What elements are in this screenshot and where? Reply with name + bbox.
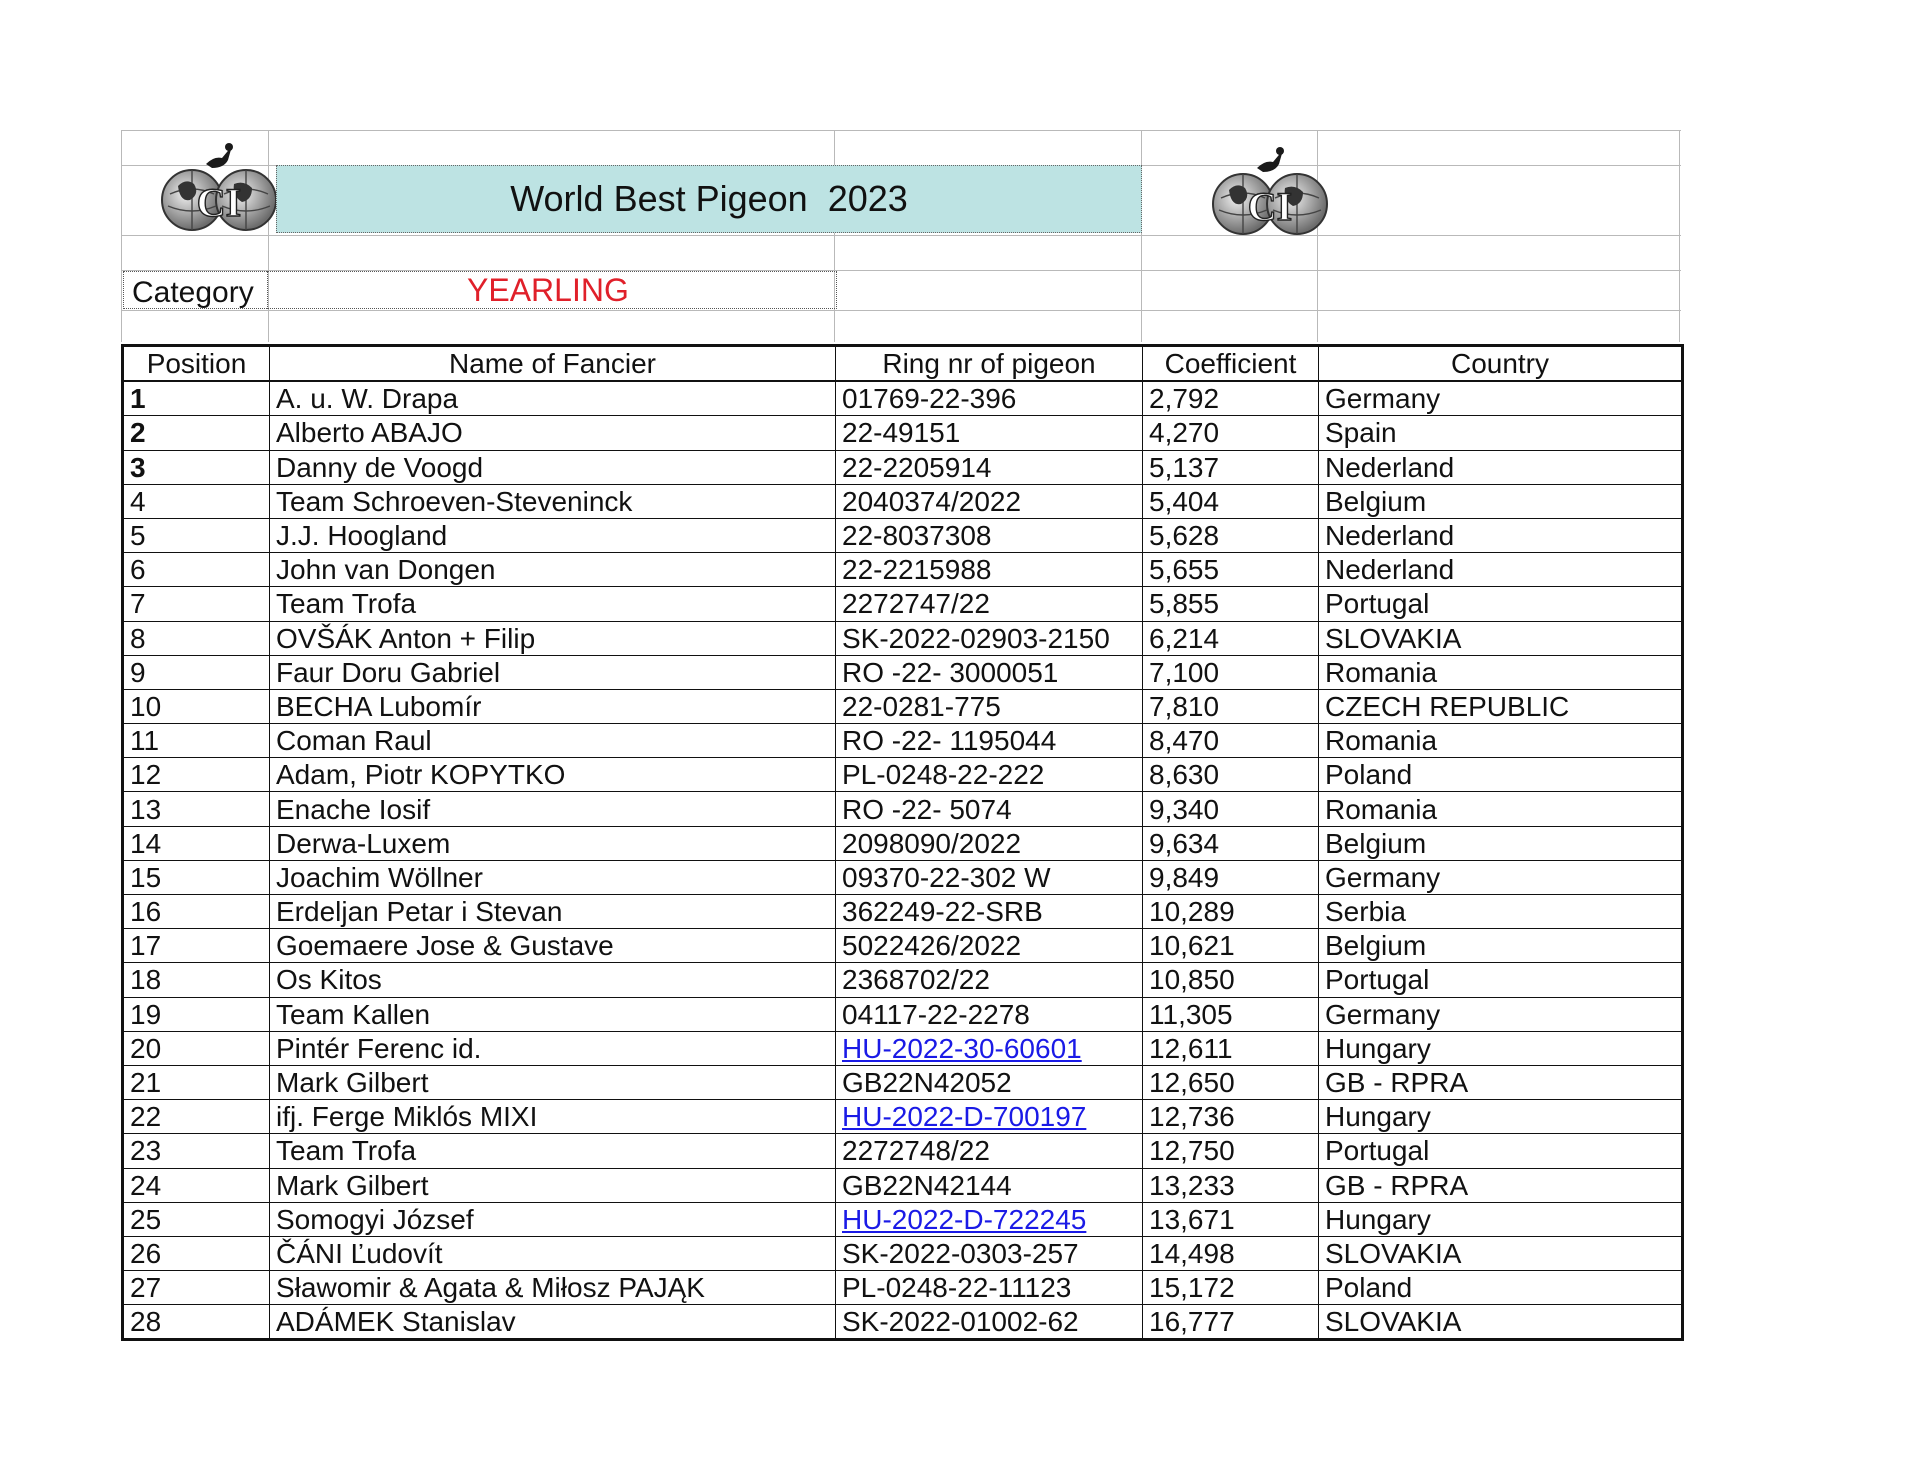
table-row	[123, 450, 1683, 484]
ring-number-cell: 09370-22-302 W	[836, 860, 1143, 894]
country-cell: Belgium	[1319, 826, 1683, 860]
category-divider	[267, 271, 268, 309]
fancier-name-cell: Team Kallen	[270, 997, 836, 1031]
coefficient-cell: 10,289	[1143, 895, 1319, 929]
fancier-name-cell: Derwa-Luxem	[270, 826, 836, 860]
country-cell: SLOVAKIA	[1319, 621, 1683, 655]
ring-number-link[interactable]: HU-2022-D-700197	[842, 1101, 1087, 1133]
table-row	[123, 1236, 1683, 1270]
coefficient-cell: 8,630	[1143, 758, 1319, 792]
coefficient-cell: 7,810	[1143, 689, 1319, 723]
position-cell: 6	[123, 553, 270, 587]
country-cell: Portugal	[1319, 1134, 1683, 1168]
position-cell: 14	[123, 826, 270, 860]
fancier-name-cell: Team Trofa	[270, 1134, 836, 1168]
table-row	[123, 1305, 1683, 1340]
country-cell: Romania	[1319, 655, 1683, 689]
ring-number-cell: 22-2215988	[836, 553, 1143, 587]
coefficient-cell: 5,404	[1143, 484, 1319, 518]
coefficient-cell: 5,655	[1143, 553, 1319, 587]
position-cell: 10	[123, 689, 270, 723]
results-table	[121, 344, 1684, 1341]
position-cell: 25	[123, 1202, 270, 1236]
fancier-name-cell: Enache Iosif	[270, 792, 836, 826]
country-cell: Romania	[1319, 724, 1683, 758]
ring-number-cell: 22-2205914	[836, 450, 1143, 484]
fancier-name-cell: J.J. Hoogland	[270, 518, 836, 552]
country-cell: GB - RPRA	[1319, 1168, 1683, 1202]
country-cell: Poland	[1319, 758, 1683, 792]
header-grid	[121, 130, 1681, 342]
country-cell: Romania	[1319, 792, 1683, 826]
country-cell: Belgium	[1319, 484, 1683, 518]
coefficient-cell: 15,172	[1143, 1271, 1319, 1305]
coefficient-cell: 11,305	[1143, 997, 1319, 1031]
country-cell: Germany	[1319, 860, 1683, 894]
position-cell: 8	[123, 621, 270, 655]
ring-number-cell: 2040374/2022	[836, 484, 1143, 518]
coefficient-cell: 9,849	[1143, 860, 1319, 894]
table-row	[123, 1134, 1683, 1168]
fci-logo-right	[1209, 138, 1331, 248]
table-row	[123, 860, 1683, 894]
position-cell: 3	[123, 450, 270, 484]
ring-number-cell: 01769-22-396	[836, 381, 1143, 416]
position-cell: 15	[123, 860, 270, 894]
country-cell: Portugal	[1319, 963, 1683, 997]
ring-number-cell: GB22N42144	[836, 1168, 1143, 1202]
table-row	[123, 1202, 1683, 1236]
column-header-name: Name of Fancier	[270, 346, 836, 382]
ring-number-cell: 2272748/22	[836, 1134, 1143, 1168]
table-row	[123, 484, 1683, 518]
fancier-name-cell: Os Kitos	[270, 963, 836, 997]
svg-text:CI: CI	[1247, 184, 1293, 229]
ring-number-cell: SK-2022-01002-62	[836, 1305, 1143, 1340]
fancier-name-cell: Mark Gilbert	[270, 1065, 836, 1099]
coefficient-cell: 6,214	[1143, 621, 1319, 655]
coefficient-cell: 13,233	[1143, 1168, 1319, 1202]
fancier-name-cell: ADÁMEK Stanislav	[270, 1305, 836, 1340]
ring-number-cell: PL-0248-22-11123	[836, 1271, 1143, 1305]
fancier-name-cell: Somogyi József	[270, 1202, 836, 1236]
country-cell: Hungary	[1319, 1202, 1683, 1236]
coefficient-cell: 9,340	[1143, 792, 1319, 826]
table-row	[123, 621, 1683, 655]
position-cell: 9	[123, 655, 270, 689]
table-row	[123, 655, 1683, 689]
country-cell: Germany	[1319, 997, 1683, 1031]
fancier-name-cell: Faur Doru Gabriel	[270, 655, 836, 689]
ring-number-link[interactable]: HU-2022-D-722245	[842, 1203, 1087, 1235]
position-cell: 11	[123, 724, 270, 758]
country-cell: Hungary	[1319, 1100, 1683, 1134]
coefficient-cell: 12,611	[1143, 1031, 1319, 1065]
table-row	[123, 381, 1683, 416]
table-row	[123, 1100, 1683, 1134]
ring-number-cell: SK-2022-02903-2150	[836, 621, 1143, 655]
fci-globe-pigeon-icon	[1209, 138, 1331, 248]
ring-number-cell: SK-2022-0303-257	[836, 1236, 1143, 1270]
ring-number-cell: GB22N42052	[836, 1065, 1143, 1099]
position-cell: 22	[123, 1100, 270, 1134]
ring-number-cell: 22-8037308	[836, 518, 1143, 552]
position-cell: 21	[123, 1065, 270, 1099]
ring-number-cell: RO -22- 1195044	[836, 724, 1143, 758]
table-row	[123, 689, 1683, 723]
country-cell: Nederland	[1319, 518, 1683, 552]
table-row	[123, 758, 1683, 792]
position-cell: 28	[123, 1305, 270, 1340]
country-cell: Hungary	[1319, 1031, 1683, 1065]
fancier-name-cell: Sławomir & Agata & Miłosz PAJĄK	[270, 1271, 836, 1305]
fancier-name-cell: BECHA Lubomír	[270, 689, 836, 723]
ring-number-cell: 2098090/2022	[836, 826, 1143, 860]
fancier-name-cell: Danny de Voogd	[270, 450, 836, 484]
country-cell: Portugal	[1319, 587, 1683, 621]
table-row	[123, 416, 1683, 450]
coefficient-cell: 5,137	[1143, 450, 1319, 484]
ring-number-cell	[836, 1202, 1143, 1236]
country-cell: Germany	[1319, 381, 1683, 416]
table-row	[123, 724, 1683, 758]
position-cell: 1	[123, 381, 270, 416]
ring-number-cell: 04117-22-2278	[836, 997, 1143, 1031]
fancier-name-cell: OVŠÁK Anton + Filip	[270, 621, 836, 655]
country-cell: CZECH REPUBLIC	[1319, 689, 1683, 723]
fancier-name-cell: Erdeljan Petar i Stevan	[270, 895, 836, 929]
coefficient-cell: 10,850	[1143, 963, 1319, 997]
coefficient-cell: 2,792	[1143, 381, 1319, 416]
coefficient-cell: 4,270	[1143, 416, 1319, 450]
fancier-name-cell: Alberto ABAJO	[270, 416, 836, 450]
position-cell: 17	[123, 929, 270, 963]
ring-number-cell: 362249-22-SRB	[836, 895, 1143, 929]
fancier-name-cell: Coman Raul	[270, 724, 836, 758]
position-cell: 12	[123, 758, 270, 792]
fancier-name-cell: Team Schroeven-Steveninck	[270, 484, 836, 518]
table-row	[123, 587, 1683, 621]
table-row	[123, 997, 1683, 1031]
position-cell: 18	[123, 963, 270, 997]
position-cell: 5	[123, 518, 270, 552]
category-value: YEARLING	[467, 272, 629, 308]
fancier-name-cell: Joachim Wöllner	[270, 860, 836, 894]
ring-number-cell: 2272747/22	[836, 587, 1143, 621]
table-row	[123, 826, 1683, 860]
coefficient-cell: 7,100	[1143, 655, 1319, 689]
table-row	[123, 1271, 1683, 1305]
column-header-coefficient: Coefficient	[1143, 346, 1319, 382]
coefficient-cell: 13,671	[1143, 1202, 1319, 1236]
page-title: World Best Pigeon 2023	[276, 165, 1142, 233]
svg-text:CI: CI	[196, 180, 242, 225]
country-cell: Serbia	[1319, 895, 1683, 929]
coefficient-cell: 8,470	[1143, 724, 1319, 758]
country-cell: SLOVAKIA	[1319, 1236, 1683, 1270]
position-cell: 27	[123, 1271, 270, 1305]
country-cell: Nederland	[1319, 553, 1683, 587]
ring-number-cell	[836, 1031, 1143, 1065]
country-cell: Nederland	[1319, 450, 1683, 484]
fancier-name-cell: Team Trofa	[270, 587, 836, 621]
coefficient-cell: 10,621	[1143, 929, 1319, 963]
table-row	[123, 1168, 1683, 1202]
coefficient-cell: 14,498	[1143, 1236, 1319, 1270]
position-cell: 24	[123, 1168, 270, 1202]
coefficient-cell: 12,750	[1143, 1134, 1319, 1168]
country-cell: Poland	[1319, 1271, 1683, 1305]
position-cell: 20	[123, 1031, 270, 1065]
fancier-name-cell: Mark Gilbert	[270, 1168, 836, 1202]
ring-number-link[interactable]: HU-2022-30-60601	[842, 1032, 1082, 1064]
fancier-name-cell: ifj. Ferge Miklós MIXI	[270, 1100, 836, 1134]
column-header-position: Position	[123, 346, 270, 382]
position-cell: 26	[123, 1236, 270, 1270]
coefficient-cell: 16,777	[1143, 1305, 1319, 1340]
table-row	[123, 1031, 1683, 1065]
position-cell: 13	[123, 792, 270, 826]
table-row	[123, 895, 1683, 929]
fancier-name-cell: John van Dongen	[270, 553, 836, 587]
ring-number-cell: 2368702/22	[836, 963, 1143, 997]
ring-number-cell: PL-0248-22-222	[836, 758, 1143, 792]
coefficient-cell: 5,628	[1143, 518, 1319, 552]
column-header-ring: Ring nr of pigeon	[836, 346, 1143, 382]
fancier-name-cell: A. u. W. Drapa	[270, 381, 836, 416]
ring-number-cell: RO -22- 5074	[836, 792, 1143, 826]
table-header-row	[123, 346, 1683, 382]
fancier-name-cell: Adam, Piotr KOPYTKO	[270, 758, 836, 792]
position-cell: 16	[123, 895, 270, 929]
ring-number-cell	[836, 1100, 1143, 1134]
position-cell: 23	[123, 1134, 270, 1168]
country-cell: GB - RPRA	[1319, 1065, 1683, 1099]
fancier-name-cell: ČÁNI Ľudovít	[270, 1236, 836, 1270]
position-cell: 4	[123, 484, 270, 518]
fci-globe-pigeon-icon	[158, 134, 280, 244]
ring-number-cell: RO -22- 3000051	[836, 655, 1143, 689]
table-row	[123, 518, 1683, 552]
fci-logo-left	[158, 134, 280, 244]
position-cell: 2	[123, 416, 270, 450]
position-cell: 7	[123, 587, 270, 621]
coefficient-cell: 12,650	[1143, 1065, 1319, 1099]
country-cell: SLOVAKIA	[1319, 1305, 1683, 1340]
table-row	[123, 792, 1683, 826]
table-row	[123, 553, 1683, 587]
table-row	[123, 963, 1683, 997]
coefficient-cell: 5,855	[1143, 587, 1319, 621]
coefficient-cell: 9,634	[1143, 826, 1319, 860]
table-row	[123, 929, 1683, 963]
table-row	[123, 1065, 1683, 1099]
column-header-country: Country	[1319, 346, 1683, 382]
country-cell: Spain	[1319, 416, 1683, 450]
category-label: Category	[132, 276, 254, 309]
position-cell: 19	[123, 997, 270, 1031]
country-cell: Belgium	[1319, 929, 1683, 963]
ring-number-cell: 5022426/2022	[836, 929, 1143, 963]
fancier-name-cell: Pintér Ferenc id.	[270, 1031, 836, 1065]
fancier-name-cell: Goemaere Jose & Gustave	[270, 929, 836, 963]
ring-number-cell: 22-0281-775	[836, 689, 1143, 723]
coefficient-cell: 12,736	[1143, 1100, 1319, 1134]
ring-number-cell: 22-49151	[836, 416, 1143, 450]
